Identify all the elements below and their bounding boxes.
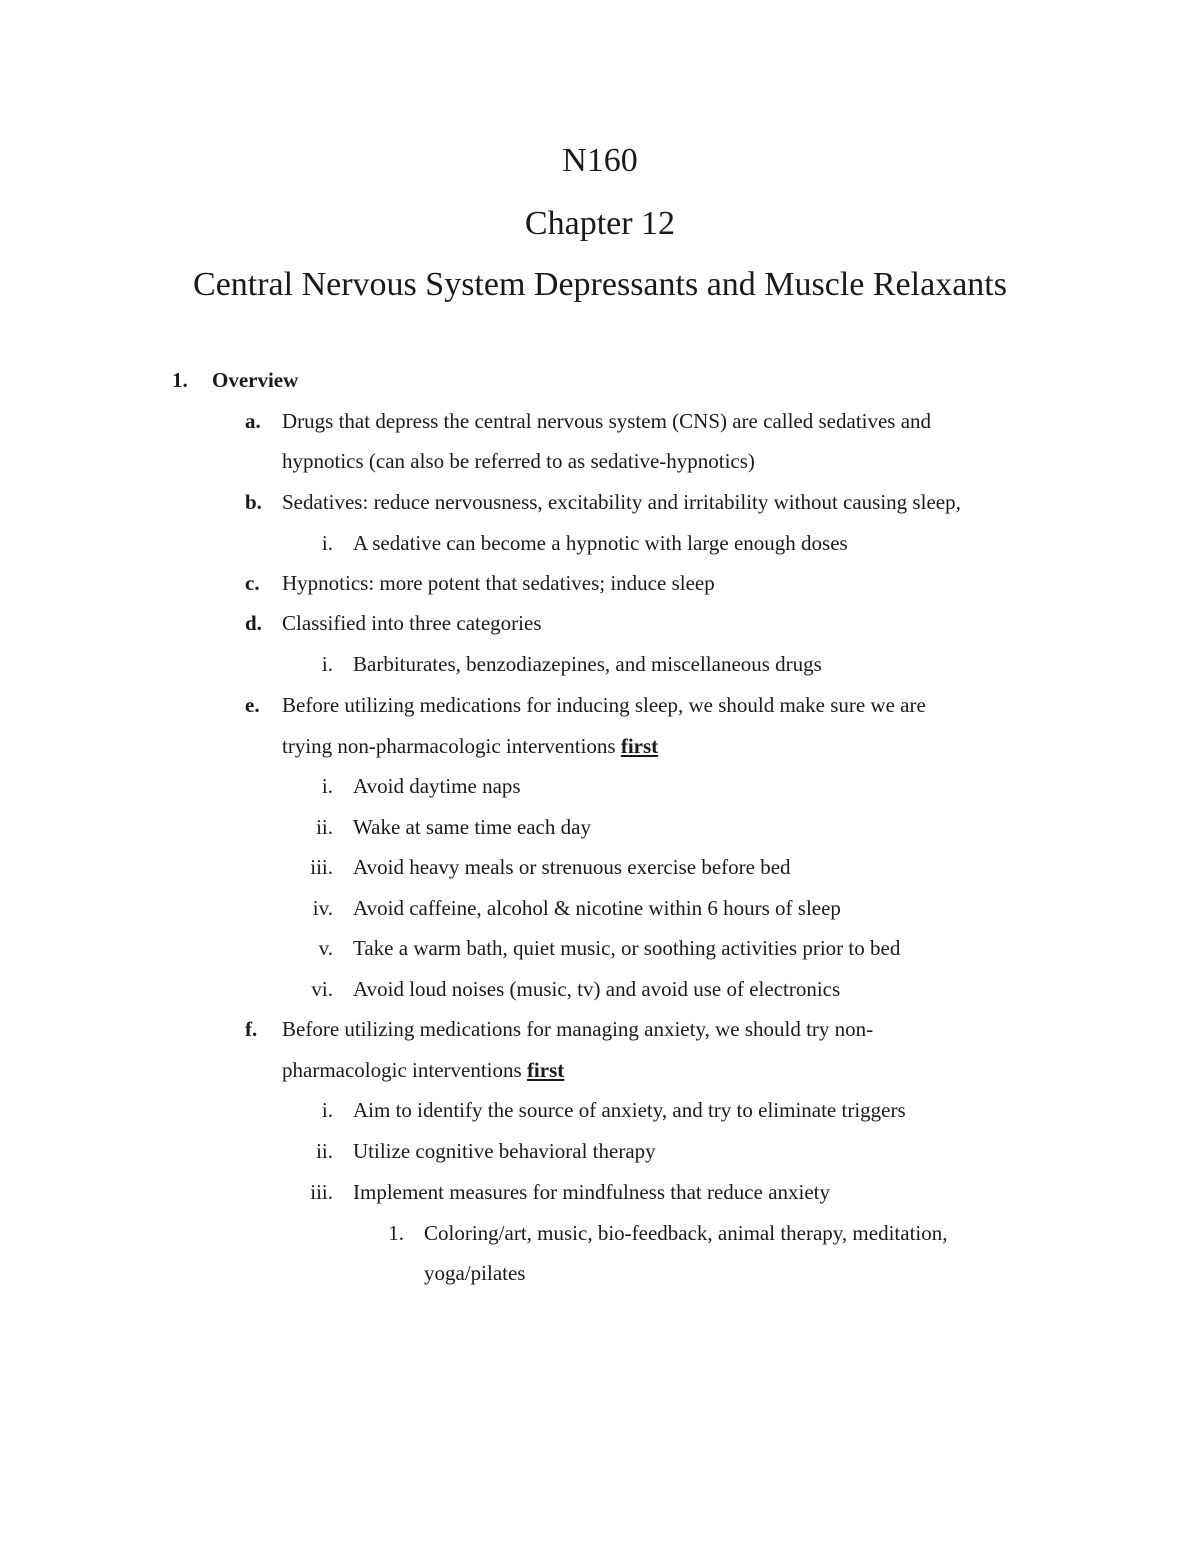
item-d-subitem-i: Barbiturates, benzodiazepines, and miscellaneous drugs	[353, 652, 822, 676]
item-e-subitem: Avoid caffeine, alcohol & nicotine within 6 hours of sleep	[353, 896, 841, 920]
subitem-marker: i.	[321, 652, 333, 676]
subsubitem-marker: 1.	[388, 1221, 404, 1245]
item-c-text: Hypnotics: more potent that sedatives; induce sleep	[282, 571, 715, 595]
item-e-subitem: Wake at same time each day	[353, 815, 591, 839]
section-heading-overview: Overview	[212, 368, 299, 392]
item-e-text-line1: Before utilizing medications for inducing sleep, we should make sure we are	[282, 693, 926, 717]
item-f-emphasis-first: first	[526, 1058, 565, 1082]
section-marker: 1.	[172, 368, 188, 392]
item-e-subitem: Take a warm bath, quiet music, or soothing activities prior to bed	[353, 936, 901, 960]
item-f-text-line2	[282, 1057, 564, 1083]
subitem-marker: ii.	[316, 815, 333, 839]
item-b-text: Sedatives: reduce nervousness, excitability and irritability without causing sleep,	[282, 490, 961, 514]
item-marker-a: a.	[245, 409, 261, 433]
item-e-subitem: Avoid daytime naps	[353, 774, 521, 798]
item-e-subitem: Avoid heavy meals or strenuous exercise before bed	[353, 855, 791, 879]
item-b-subitem-i: A sedative can become a hypnotic with large enough doses	[353, 531, 848, 555]
item-marker-e: e.	[245, 693, 260, 717]
subitem-marker: i.	[321, 531, 333, 555]
item-f-subitem: Aim to identify the source of anxiety, and try to eliminate triggers	[353, 1098, 906, 1122]
subitem-marker: i.	[321, 1098, 333, 1122]
item-e-emphasis-first: first	[620, 734, 659, 758]
item-f-text-line2-main: pharmacologic interventions	[282, 1058, 527, 1082]
item-f-subitem: Utilize cognitive behavioral therapy	[353, 1139, 656, 1163]
item-d-text: Classified into three categories	[282, 611, 542, 635]
subitem-marker: iv.	[312, 896, 333, 920]
subitem-marker: i.	[321, 774, 333, 798]
item-e-text-line2	[282, 733, 658, 759]
subitem-marker: iii.	[310, 1180, 333, 1204]
item-f-subitem: Implement measures for mindfulness that reduce anxiety	[353, 1180, 831, 1204]
subitem-marker: v.	[318, 936, 333, 960]
subitem-marker: vi.	[311, 977, 333, 1001]
item-a-text-line1: Drugs that depress the central nervous system (CNS) are called sedatives and	[282, 409, 932, 433]
item-f-subsubitem-line2: yoga/pilates	[424, 1261, 526, 1285]
item-marker-b: b.	[245, 490, 262, 514]
item-e-text-line2-main: trying non-pharmacologic interventions	[282, 734, 621, 758]
item-marker-f: f.	[245, 1017, 258, 1041]
item-e-subitem: Avoid loud noises (music, tv) and avoid use of electronics	[353, 977, 841, 1001]
subitem-marker: iii.	[310, 855, 333, 879]
item-f-text-line1: Before utilizing medications for managing anxiety, we should try non-	[282, 1017, 874, 1041]
item-marker-d: d.	[245, 611, 262, 635]
course-title: N160	[562, 142, 638, 179]
chapter-title: Chapter 12	[524, 205, 676, 242]
item-a-text-line2: hypnotics (can also be referred to as sedative-hypnotics)	[282, 449, 755, 473]
subitem-marker: ii.	[316, 1139, 333, 1163]
subject-title: Central Nervous System Depressants and Muscle Relaxants	[193, 266, 1007, 303]
item-f-subsubitem-line1: Coloring/art, music, bio-feedback, animal therapy, meditation,	[424, 1221, 948, 1245]
item-marker-c: c.	[245, 571, 260, 595]
